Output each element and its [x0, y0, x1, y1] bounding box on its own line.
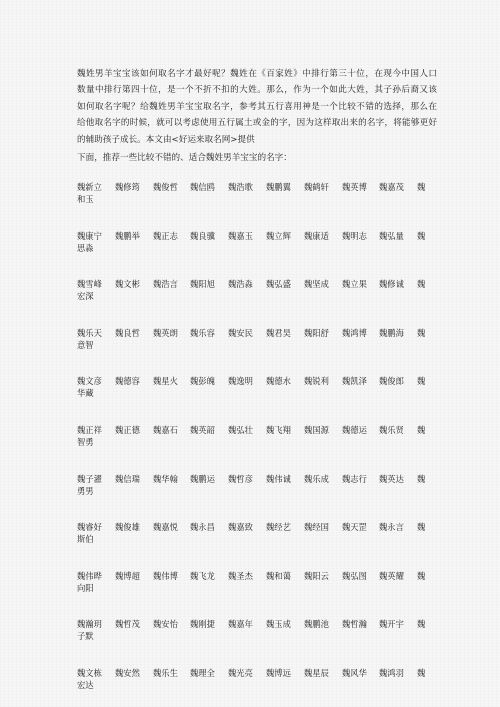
- name-row-block: [77, 521, 437, 545]
- name-item: 魏文彬: [115, 279, 140, 290]
- name-row: [77, 570, 437, 582]
- name-item: 魏德运: [342, 425, 367, 435]
- name-item-continuation: 和玉: [77, 194, 94, 204]
- name-row-block: [77, 570, 437, 594]
- name-item: 魏乐成: [304, 473, 329, 484]
- name-item: 魏国源: [304, 425, 329, 435]
- name-item: 魏乐天: [77, 327, 102, 338]
- name-item: 魏博超: [115, 570, 140, 581]
- name-item: 魏信鸥: [190, 182, 215, 192]
- name-item: 魏良骥: [190, 230, 215, 241]
- name-item: 魏圣杰: [228, 570, 253, 581]
- name-item: 魏飞翔: [266, 425, 291, 435]
- name-item: 魏飞龙: [190, 570, 215, 581]
- name-item: 魏鸿博: [342, 327, 367, 338]
- name-item: 魏锐利: [304, 376, 329, 387]
- name-item: 魏德水: [266, 376, 291, 387]
- name-item: 魏: [417, 182, 426, 192]
- name-item: 魏嘉悦: [153, 522, 178, 533]
- name-item: 魏: [417, 668, 426, 678]
- name-item: 魏乐生: [153, 668, 178, 678]
- name-item: 魏: [417, 619, 426, 630]
- name-item: 魏睿好: [77, 522, 102, 533]
- name-item: 魏鹏翼: [266, 182, 291, 192]
- name-item: 魏: [417, 570, 426, 581]
- name-item: 魏俊郎: [379, 376, 404, 387]
- intro-line: 数量中排行第四十位，是一个不折不扣的大姓。那么，作为一个如此大姓，其子孙后裔又该: [77, 85, 437, 96]
- name-item: 魏正祥: [77, 425, 102, 435]
- name-item-continuation: 勇男: [77, 485, 94, 496]
- name-row: [77, 181, 437, 193]
- name-item: 魏修筠: [115, 182, 140, 192]
- name-item: 魏嘉年: [228, 619, 253, 630]
- name-item: 魏天罡: [342, 522, 367, 533]
- name-item: 魏志行: [342, 473, 367, 484]
- name-item: 魏文栋: [77, 668, 102, 678]
- name-item: 魏: [417, 279, 426, 290]
- name-item: 魏经国: [304, 522, 329, 533]
- name-item: 魏经艺: [266, 522, 291, 533]
- intro-line: 魏姓男羊宝宝该如何取名字才最好呢？魏姓在《百家姓》中排行第三十位，在现今中国人口: [77, 69, 437, 79]
- name-item: 魏: [417, 425, 426, 435]
- name-item: 魏鹏运: [190, 473, 215, 484]
- name-row-block: [77, 424, 437, 448]
- name-item: 魏英达: [379, 473, 404, 484]
- name-item: 魏浩言: [153, 279, 178, 290]
- name-item: 魏: [417, 376, 426, 387]
- intro-line: 如何取名字呢？给魏姓男羊宝宝取名字，参考其五行喜用神是一个比较不错的选择，那么在: [77, 101, 437, 112]
- name-item: 魏开宇: [379, 619, 404, 630]
- name-item: 魏坚成: [304, 279, 329, 290]
- name-item: 魏乐贤: [379, 425, 404, 435]
- name-item: 魏伟诚: [266, 473, 291, 484]
- name-item: 魏英耀: [379, 570, 404, 581]
- name-item: 魏: [417, 473, 426, 484]
- name-item: 魏康适: [304, 230, 329, 241]
- name-item: 魏伟博: [153, 570, 178, 581]
- name-item: 魏永昌: [190, 522, 215, 533]
- name-item: 魏鹏举: [115, 230, 140, 241]
- name-item: 魏雪峰: [77, 279, 102, 290]
- name-row-block: [77, 473, 437, 497]
- name-item-continuation: 宏深: [77, 291, 94, 302]
- name-item: 魏理全: [190, 668, 215, 678]
- name-item: 魏凯泽: [342, 376, 367, 387]
- name-item: 魏: [417, 522, 426, 533]
- name-item-continuation: 子默: [77, 631, 94, 642]
- name-row-block: [77, 278, 437, 302]
- name-item: 魏鹤轩: [304, 182, 329, 192]
- name-item: 魏英朗: [153, 327, 178, 338]
- name-item: 魏康宁: [77, 230, 102, 241]
- name-item: 魏瀚玥: [77, 619, 102, 630]
- name-row: [77, 327, 437, 339]
- name-item: 魏刚捷: [190, 619, 215, 630]
- name-row-block: [77, 181, 437, 205]
- name-row-block: [77, 618, 437, 642]
- name-item: 魏阳云: [304, 570, 329, 581]
- name-item: 魏俊雄: [115, 522, 140, 533]
- name-item: 魏玉成: [266, 619, 291, 630]
- name-item: 魏修诚: [379, 279, 404, 290]
- name-item: 魏博远: [266, 668, 291, 678]
- name-item: 魏立果: [342, 279, 367, 290]
- name-item: 魏和蔼: [266, 570, 291, 581]
- intro-line: 的辅助孩子成长。本文由<好运来取名网>提供: [77, 134, 255, 145]
- name-row: [77, 278, 437, 290]
- name-item: 魏星辰: [304, 668, 329, 678]
- name-item: 魏鸿羽: [379, 668, 404, 678]
- name-item: 魏德容: [115, 376, 140, 387]
- name-item: 魏俊哲: [153, 182, 178, 192]
- name-item-continuation: 向阳: [77, 582, 94, 593]
- name-item: 魏正德: [115, 425, 140, 435]
- name-item: 魏弘量: [379, 230, 404, 241]
- name-item: 魏安怡: [153, 619, 178, 630]
- name-row: [77, 667, 437, 679]
- name-item: 魏华翰: [153, 473, 178, 484]
- name-row: [77, 473, 437, 485]
- name-item: 魏信瑞: [115, 473, 140, 484]
- name-item: 魏哲彦: [228, 473, 253, 484]
- name-item: 魏永言: [379, 522, 404, 533]
- name-item: 魏风华: [342, 668, 367, 678]
- name-item: 魏浩歌: [228, 182, 253, 192]
- name-row: [77, 424, 437, 436]
- name-item: 魏鹏池: [304, 619, 329, 630]
- name-item: 魏嘉致: [228, 522, 253, 533]
- name-item: 魏鹏海: [379, 327, 404, 338]
- name-row: [77, 618, 437, 630]
- name-item: 魏: [417, 230, 426, 241]
- intro-line: 给他取名字的时候，就可以考虑使用五行属土或金的字，因为这样取出来的名字，将能够更好: [77, 118, 437, 129]
- name-item-continuation: 宏达: [77, 680, 94, 690]
- name-item: 魏嘉茂: [379, 182, 404, 192]
- name-item: 魏安然: [115, 668, 140, 678]
- name-item-continuation: 思淼: [77, 242, 94, 253]
- name-item: 魏弘图: [342, 570, 367, 581]
- name-item: 魏星火: [153, 376, 178, 387]
- name-item: 魏浩淼: [228, 279, 253, 290]
- name-item: 魏嘉石: [153, 425, 178, 435]
- name-row-block: [77, 327, 437, 351]
- name-item-continuation: 华藏: [77, 388, 94, 399]
- name-item: 魏: [417, 327, 426, 338]
- name-item-continuation: 智勇: [77, 437, 94, 447]
- name-item: 魏子濯: [77, 473, 102, 484]
- names-subheading: 下面，推荐一些比较不错的、适合魏姓男羊宝宝的名字：: [77, 153, 292, 163]
- name-item: 魏良哲: [115, 327, 140, 338]
- name-item-continuation: 意智: [77, 339, 94, 350]
- name-row-block: [77, 667, 437, 691]
- name-item: 魏立辉: [266, 230, 291, 241]
- name-item: 魏明志: [342, 230, 367, 241]
- name-item: 魏弘壮: [228, 425, 253, 435]
- name-item: 魏哲茂: [115, 619, 140, 630]
- name-item-continuation: 斯伯: [77, 534, 94, 545]
- name-item: 魏阳旭: [190, 279, 215, 290]
- name-item: 魏英韶: [190, 425, 215, 435]
- name-row-block: [77, 230, 437, 254]
- name-item: 魏嘉玉: [228, 230, 253, 241]
- name-item: 魏弘盛: [266, 279, 291, 290]
- name-item: 魏哲瀚: [342, 619, 367, 630]
- name-item: 魏伟晔: [77, 570, 102, 581]
- name-item: 魏文彦: [77, 376, 102, 387]
- name-row: [77, 230, 437, 242]
- name-row-block: [77, 375, 437, 399]
- name-item: 魏英博: [342, 182, 367, 192]
- name-item: 魏光亮: [228, 668, 253, 678]
- name-item: 魏彭魄: [190, 376, 215, 387]
- name-item: 魏新立: [77, 182, 102, 192]
- name-item: 魏逸明: [228, 376, 253, 387]
- name-item: 魏君昊: [266, 327, 291, 338]
- name-item: 魏乐容: [190, 327, 215, 338]
- name-item: 魏正志: [153, 230, 178, 241]
- name-row: [77, 375, 437, 387]
- intro-paragraph: [77, 66, 437, 148]
- name-item: 魏阳舒: [304, 327, 329, 338]
- name-row: [77, 521, 437, 533]
- name-item: 魏安民: [228, 327, 253, 338]
